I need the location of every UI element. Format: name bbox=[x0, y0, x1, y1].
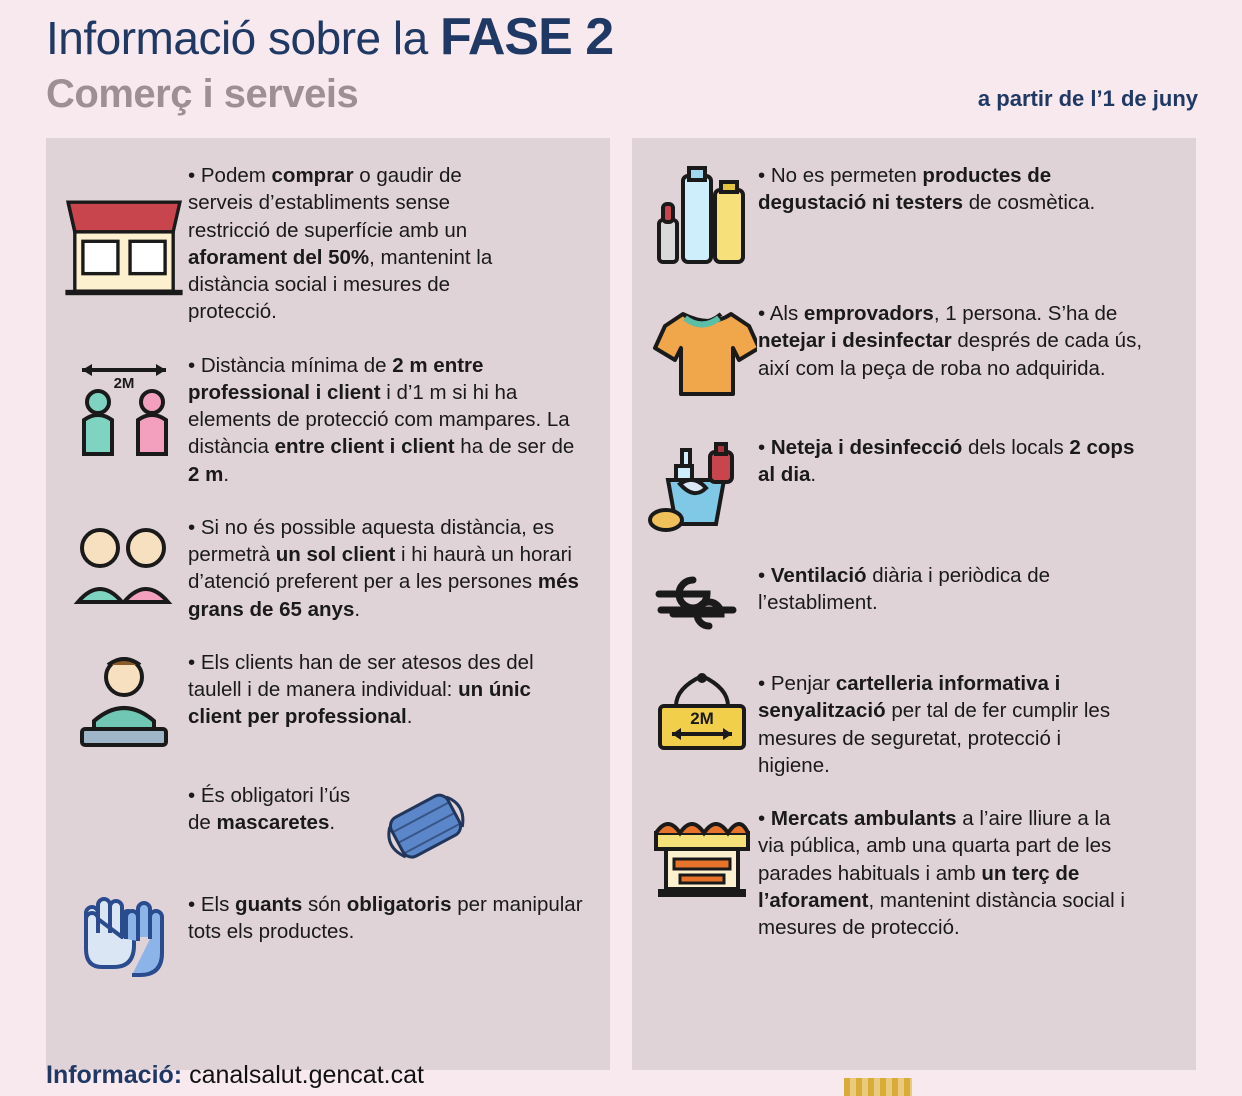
left-column-panel bbox=[46, 138, 610, 1070]
list-item bbox=[60, 889, 592, 989]
list-item-text: • Els clients han de ser atesos des del taulell i de manera individual: un únic client per professional. bbox=[188, 650, 534, 729]
page-subtitle: Comerç i serveis bbox=[46, 71, 359, 116]
list-item-text: • Podem comprar o gaudir de serveis d’establiments sense restricció de superfície amb un aforament del 50%, mantenint la distància social i mesures de protecció. bbox=[188, 164, 493, 324]
list-item bbox=[646, 298, 1178, 408]
list-item-text: • Ventilació diària i periòdica de l’establiment. bbox=[758, 564, 1051, 615]
list-item bbox=[646, 803, 1178, 941]
ventilation-wind-icon bbox=[646, 560, 758, 644]
list-item-text: • Als emprovadors, 1 persona. S’ha de netejar i desinfectar després de cada ús, així com la peça de roba no adquirida. bbox=[758, 302, 1143, 380]
list-item bbox=[60, 160, 592, 326]
footer-label: Informació: bbox=[46, 1061, 183, 1089]
content-columns bbox=[46, 138, 1196, 1070]
signage-2m-icon bbox=[646, 668, 758, 768]
list-item bbox=[646, 160, 1178, 274]
list-item-text: • Mercats ambulants a l’aire lliure a la via pública, amb una quarta part de les parades habituals i amb un terç de l’aforament, mantenint distància social i mesures de protecció. bbox=[758, 807, 1125, 939]
page-title bbox=[46, 8, 1242, 68]
page-title-phase: FASE 2 bbox=[439, 8, 614, 66]
cosmetics-icon bbox=[646, 160, 758, 274]
tshirt-icon bbox=[646, 298, 758, 408]
list-item bbox=[60, 350, 592, 488]
date-note: a partir de l’1 de juny bbox=[977, 86, 1198, 111]
list-item-text: • És obligatori l’ús de mascaretes. bbox=[188, 783, 351, 834]
list-item-text: • Els guants són obligatoris per manipular tots els productes. bbox=[188, 892, 583, 943]
list-item bbox=[646, 668, 1178, 779]
gloves-icon bbox=[60, 889, 188, 989]
two-people-icon bbox=[60, 512, 188, 616]
footer-info bbox=[46, 1061, 424, 1090]
list-item bbox=[646, 432, 1178, 536]
mask-icon-spacer bbox=[60, 780, 188, 784]
svg-text:2M: 2M bbox=[113, 374, 135, 392]
list-item bbox=[60, 780, 592, 875]
cleaning-bucket-icon bbox=[646, 432, 758, 536]
counter-clerk-icon bbox=[60, 647, 188, 756]
list-item-text: • No es permeten productes de degustació ni testers de cosmètica. bbox=[758, 164, 1096, 215]
list-item-text: • Distància mínima de 2 m entre professional i client i d’1 m si hi ha elements de protecció com mampares. La distància entre client i client ha de ser de 2 m. bbox=[188, 353, 575, 486]
shop-storefront-icon bbox=[60, 160, 188, 324]
svg-text:2M: 2M bbox=[690, 709, 714, 728]
face-mask-icon bbox=[378, 784, 474, 875]
list-item bbox=[60, 647, 592, 756]
list-item-text: • Si no és possible aquesta distància, es permetrà un sol client i hi haurà un horari d’atenció preferent per a les persones més grans de 65 anys. bbox=[188, 515, 579, 621]
street-market-stall-icon bbox=[646, 803, 758, 903]
right-column-panel bbox=[632, 138, 1196, 1070]
list-item-text: • Penjar cartelleria informativa i senyalització per tal de fer cumplir les mesures de seguretat, protecció i higiene. bbox=[758, 672, 1111, 777]
list-item-text: • Neteja i desinfecció dels locals 2 cops al dia. bbox=[758, 436, 1135, 487]
list-item bbox=[60, 512, 592, 623]
two-meters-distance-icon bbox=[60, 350, 188, 464]
page-title-prefix: Informació sobre la bbox=[46, 12, 440, 64]
footer-url: canalsalut.gencat.cat bbox=[189, 1061, 424, 1089]
decorative-stripe bbox=[844, 1078, 912, 1096]
list-item bbox=[646, 560, 1178, 644]
